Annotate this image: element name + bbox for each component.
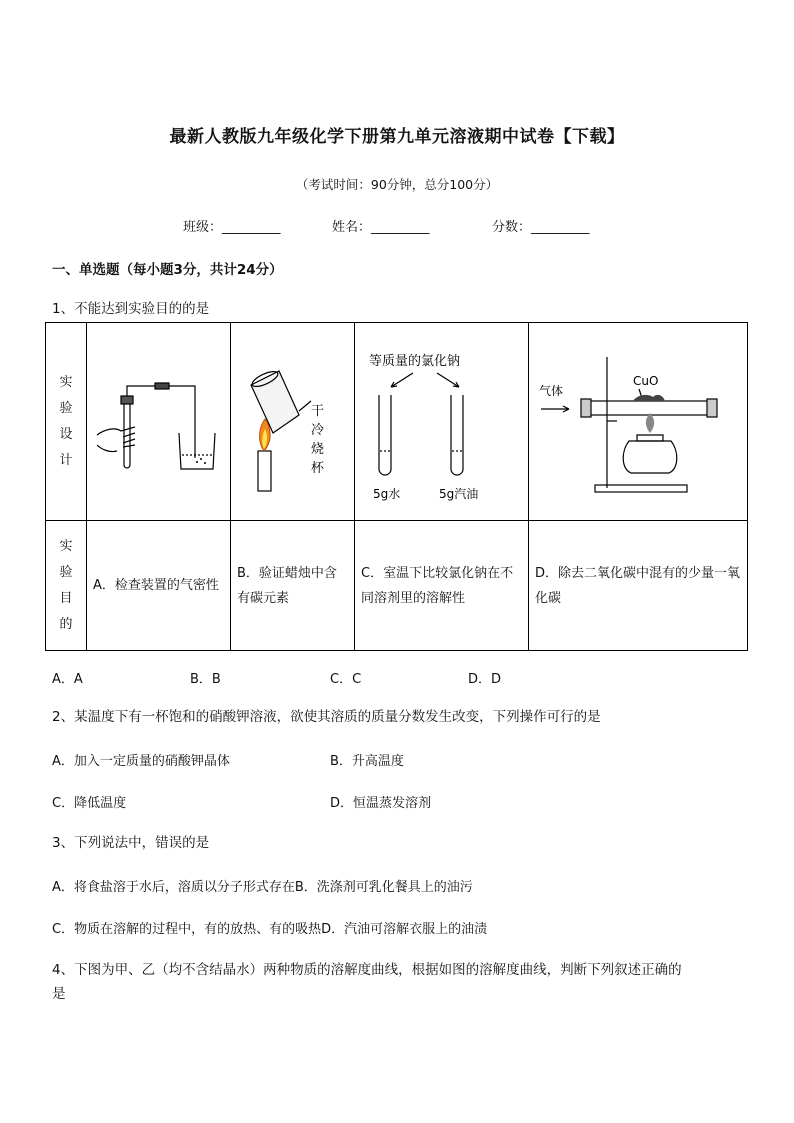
question-4-stem-line-2: 是 <box>52 986 66 1002</box>
q1-option-c[interactable]: C．C <box>330 672 362 687</box>
fig-c-top-label: 等质量的氯化钠 <box>369 354 461 369</box>
experiment-table <box>45 322 748 651</box>
section-title: 一、单选题（每小题3分，共计24分） <box>52 262 283 278</box>
fig-b-label-2: 冷 <box>311 423 325 438</box>
figure-d-cell <box>529 323 748 521</box>
page-title: 最新人教版九年级化学下册第九单元溶液期中试卷【下载】 <box>169 127 625 147</box>
q2-option-b[interactable]: B．升高温度 <box>330 754 404 769</box>
q2-option-c[interactable]: C．降低温度 <box>52 796 127 811</box>
purpose-a: A．检查装置的气密性 <box>87 521 231 651</box>
fig-b-label-3: 烧 <box>311 442 325 457</box>
q2-option-a[interactable]: A．加入一定质量的硝酸钾晶体 <box>52 754 230 769</box>
question-4-stem-line-1: 4、下图为甲、乙（均不含结晶水）两种物质的溶解度曲线，根据如图的溶解度曲线，判断下列叙述正确的 <box>52 962 682 978</box>
fig-c-gasoline-label: 5g汽油 <box>439 487 479 501</box>
q1-option-b[interactable]: B．B <box>190 672 221 687</box>
q3-options-line-2[interactable]: C．物质在溶解的过程中，有的放热、有的吸热D．汽油可溶解衣服上的油渍 <box>52 922 488 937</box>
purpose-c: C．室温下比较氯化钠在不同溶剂里的溶解性 <box>355 521 529 651</box>
figure-c-cell <box>355 323 529 521</box>
class-field[interactable]: 班级：_________ <box>183 220 281 235</box>
candle-beaker-figure <box>231 323 354 516</box>
question-2-stem: 2、某温度下有一杯饱和的硝酸钾溶液，欲使其溶质的质量分数发生改变，下列操作可行的是 <box>52 709 601 725</box>
q3-options-line-1[interactable]: A．将食盐溶于水后，溶质以分子形式存在B．洗涤剂可乳化餐具上的油污 <box>52 880 473 895</box>
q2-option-d[interactable]: D．恒温蒸发溶剂 <box>330 796 432 811</box>
fig-b-label-4: 杯 <box>311 461 325 476</box>
row-label-purpose: 实 验 目 的 <box>46 521 87 651</box>
fig-b-label-1: 干 <box>311 404 325 419</box>
fig-d-cuo-label: CuO <box>633 374 659 388</box>
fig-d-gas-label: 气体 <box>539 384 564 398</box>
purpose-b: B．验证蜡烛中含有碳元素 <box>231 521 355 651</box>
q1-option-d[interactable]: D．D <box>468 672 502 687</box>
purpose-d: D．除去二氧化碳中混有的少量一氧化碳 <box>529 521 748 651</box>
row-label-design: 实 验 设 计 <box>46 323 87 521</box>
airtight-check-apparatus-figure <box>87 323 230 516</box>
solubility-test-tubes-figure <box>355 323 528 516</box>
figure-b-cell <box>231 323 355 521</box>
q1-option-a[interactable]: A．A <box>52 672 83 687</box>
question-3-stem: 3、下列说法中，错误的是 <box>52 835 210 851</box>
score-field[interactable]: 分数：_________ <box>492 220 590 235</box>
exam-time-info: （考试时间：90分钟，总分100分） <box>295 177 499 192</box>
co-reduction-apparatus-figure <box>529 323 747 516</box>
figure-a-cell <box>87 323 231 521</box>
question-1-stem: 1、不能达到实验目的的是 <box>52 301 210 317</box>
name-field[interactable]: 姓名：_________ <box>332 220 430 235</box>
fig-c-water-label: 5g水 <box>373 487 401 501</box>
